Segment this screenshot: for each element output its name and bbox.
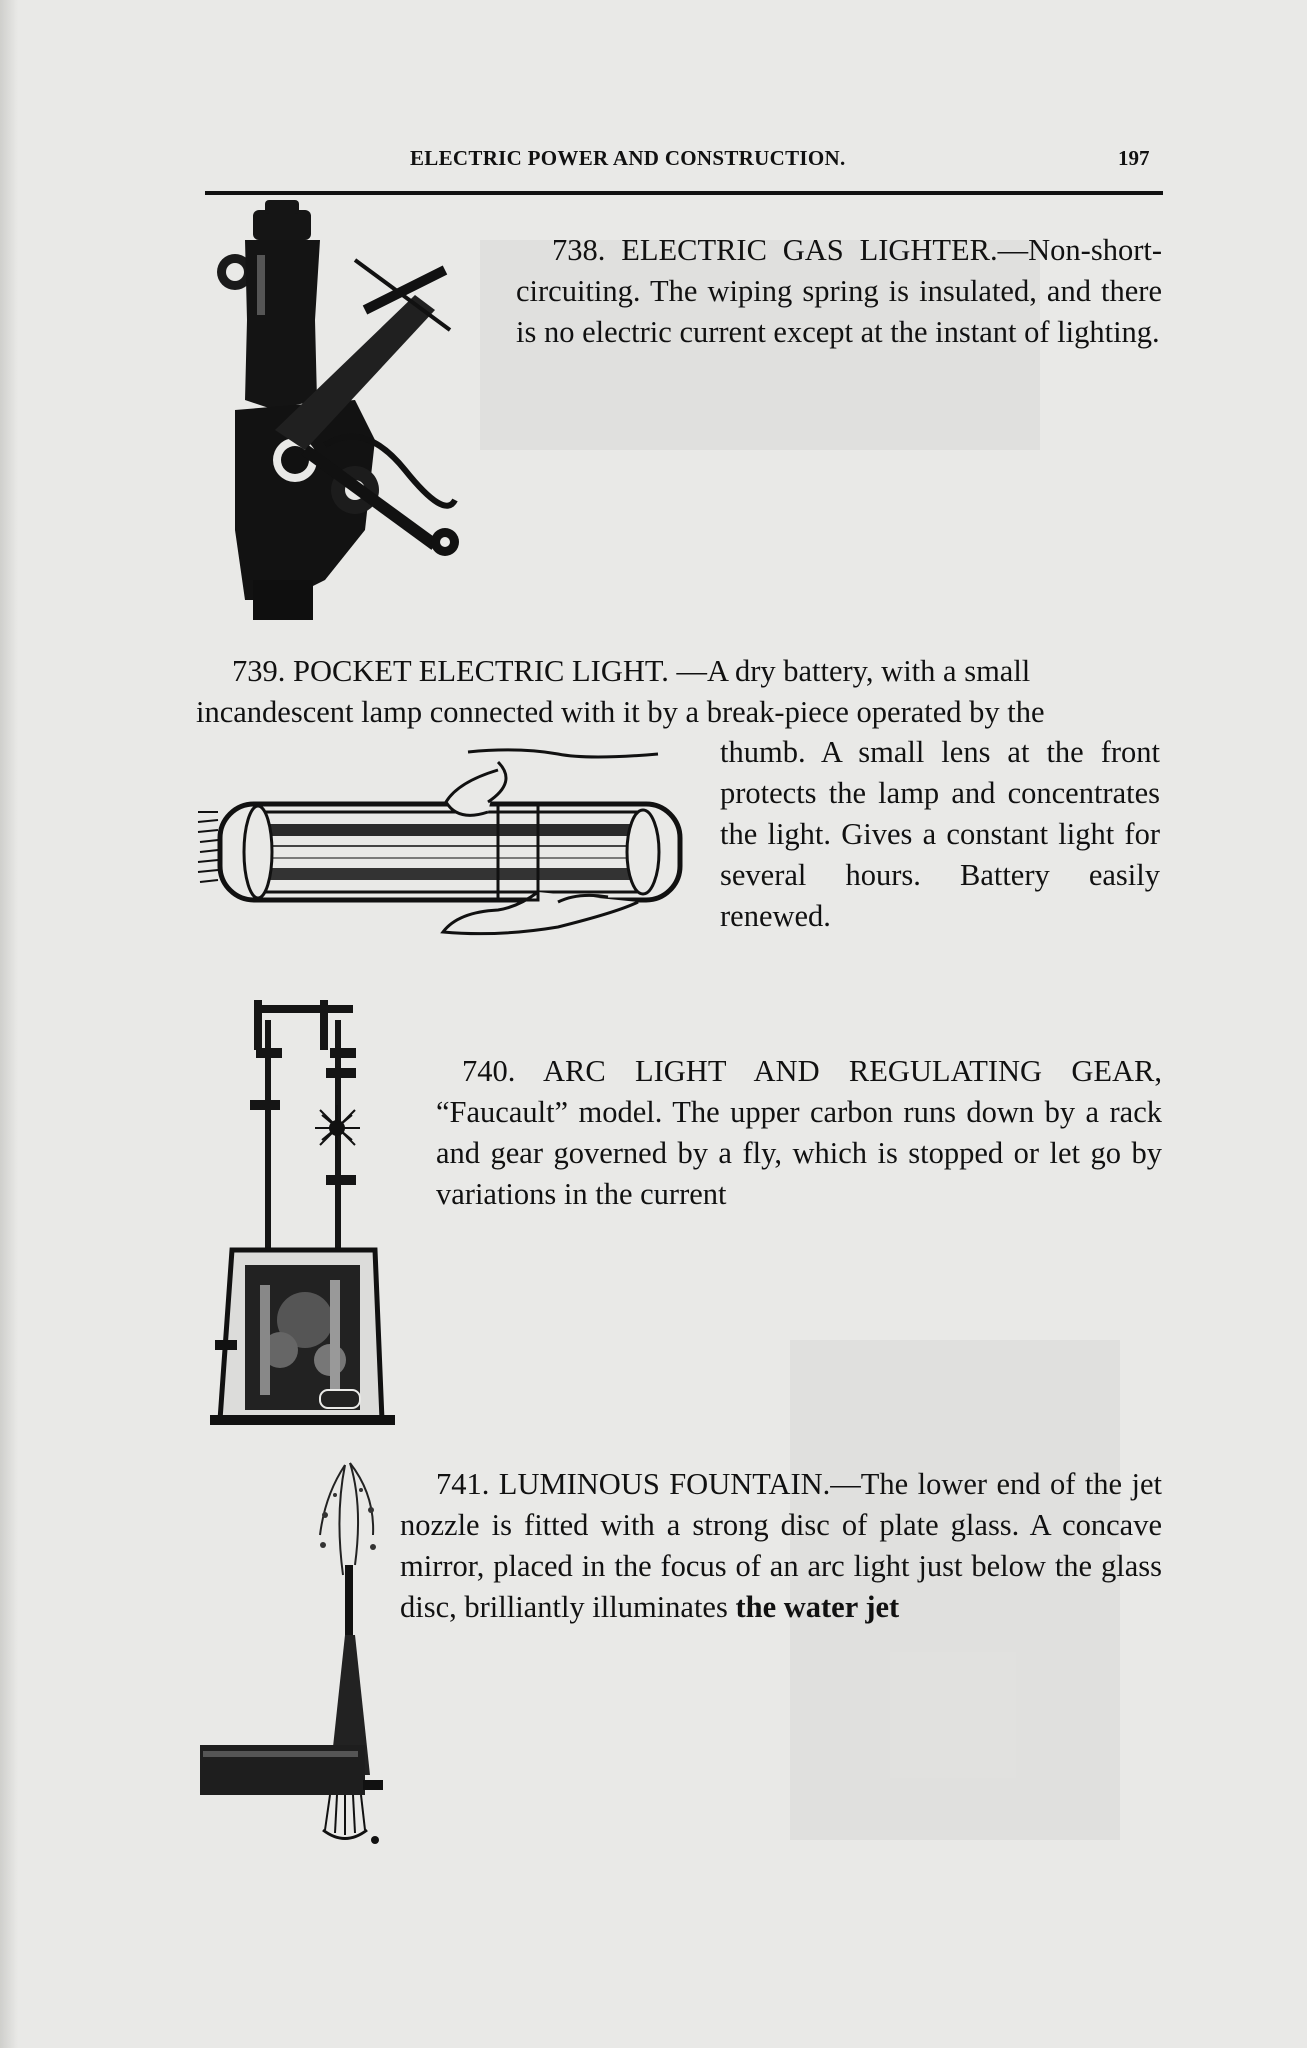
header-rule bbox=[205, 191, 1163, 195]
arc-light-illustration bbox=[210, 1000, 395, 1430]
entry-739-lead-text: 739. POCKET ELECTRIC LIGHT. —A dry battery, with a small incandescent lamp connected with it by a break-piece operated by the bbox=[196, 654, 1045, 729]
entry-740-text: 740. ARC LIGHT AND REGULATING GEAR, “Faucault” model. The upper carbon runs down by a rack and gear governed by a fly, which is stopped or let go by variations in the current bbox=[436, 1054, 1162, 1211]
entry-741-body: 741. LUMINOUS FOUNTAIN.—The lower end of the jet nozzle is fitted with a strong disc of plate glass. A concave mirror, placed in the focus of an arc light just below the glass disc, brilliantly illuminates bbox=[400, 1467, 1162, 1624]
entry-741-text bbox=[400, 1464, 1162, 1628]
pocket-light-illustration bbox=[198, 742, 698, 937]
entry-741-bold-end: the water jet bbox=[735, 1590, 900, 1624]
page-gutter-shadow bbox=[0, 0, 18, 2048]
luminous-fountain-illustration bbox=[195, 1455, 395, 1850]
page-number: 197 bbox=[1118, 146, 1150, 170]
gas-lighter-illustration bbox=[205, 200, 480, 620]
entry-739-rest-text: thumb. A small lens at the front protects the lamp and concentrates the light. Gives a constant light for several hours. Battery easily renewed. bbox=[720, 735, 1160, 933]
entry-738-text: 738. ELECTRIC GAS LIGHTER.—Non-short-circuiting. The wiping spring is insulated, and there is no electric current except at the instant of lighting. bbox=[516, 233, 1162, 349]
running-title: ELECTRIC POWER AND CONSTRUCTION. bbox=[410, 146, 846, 170]
